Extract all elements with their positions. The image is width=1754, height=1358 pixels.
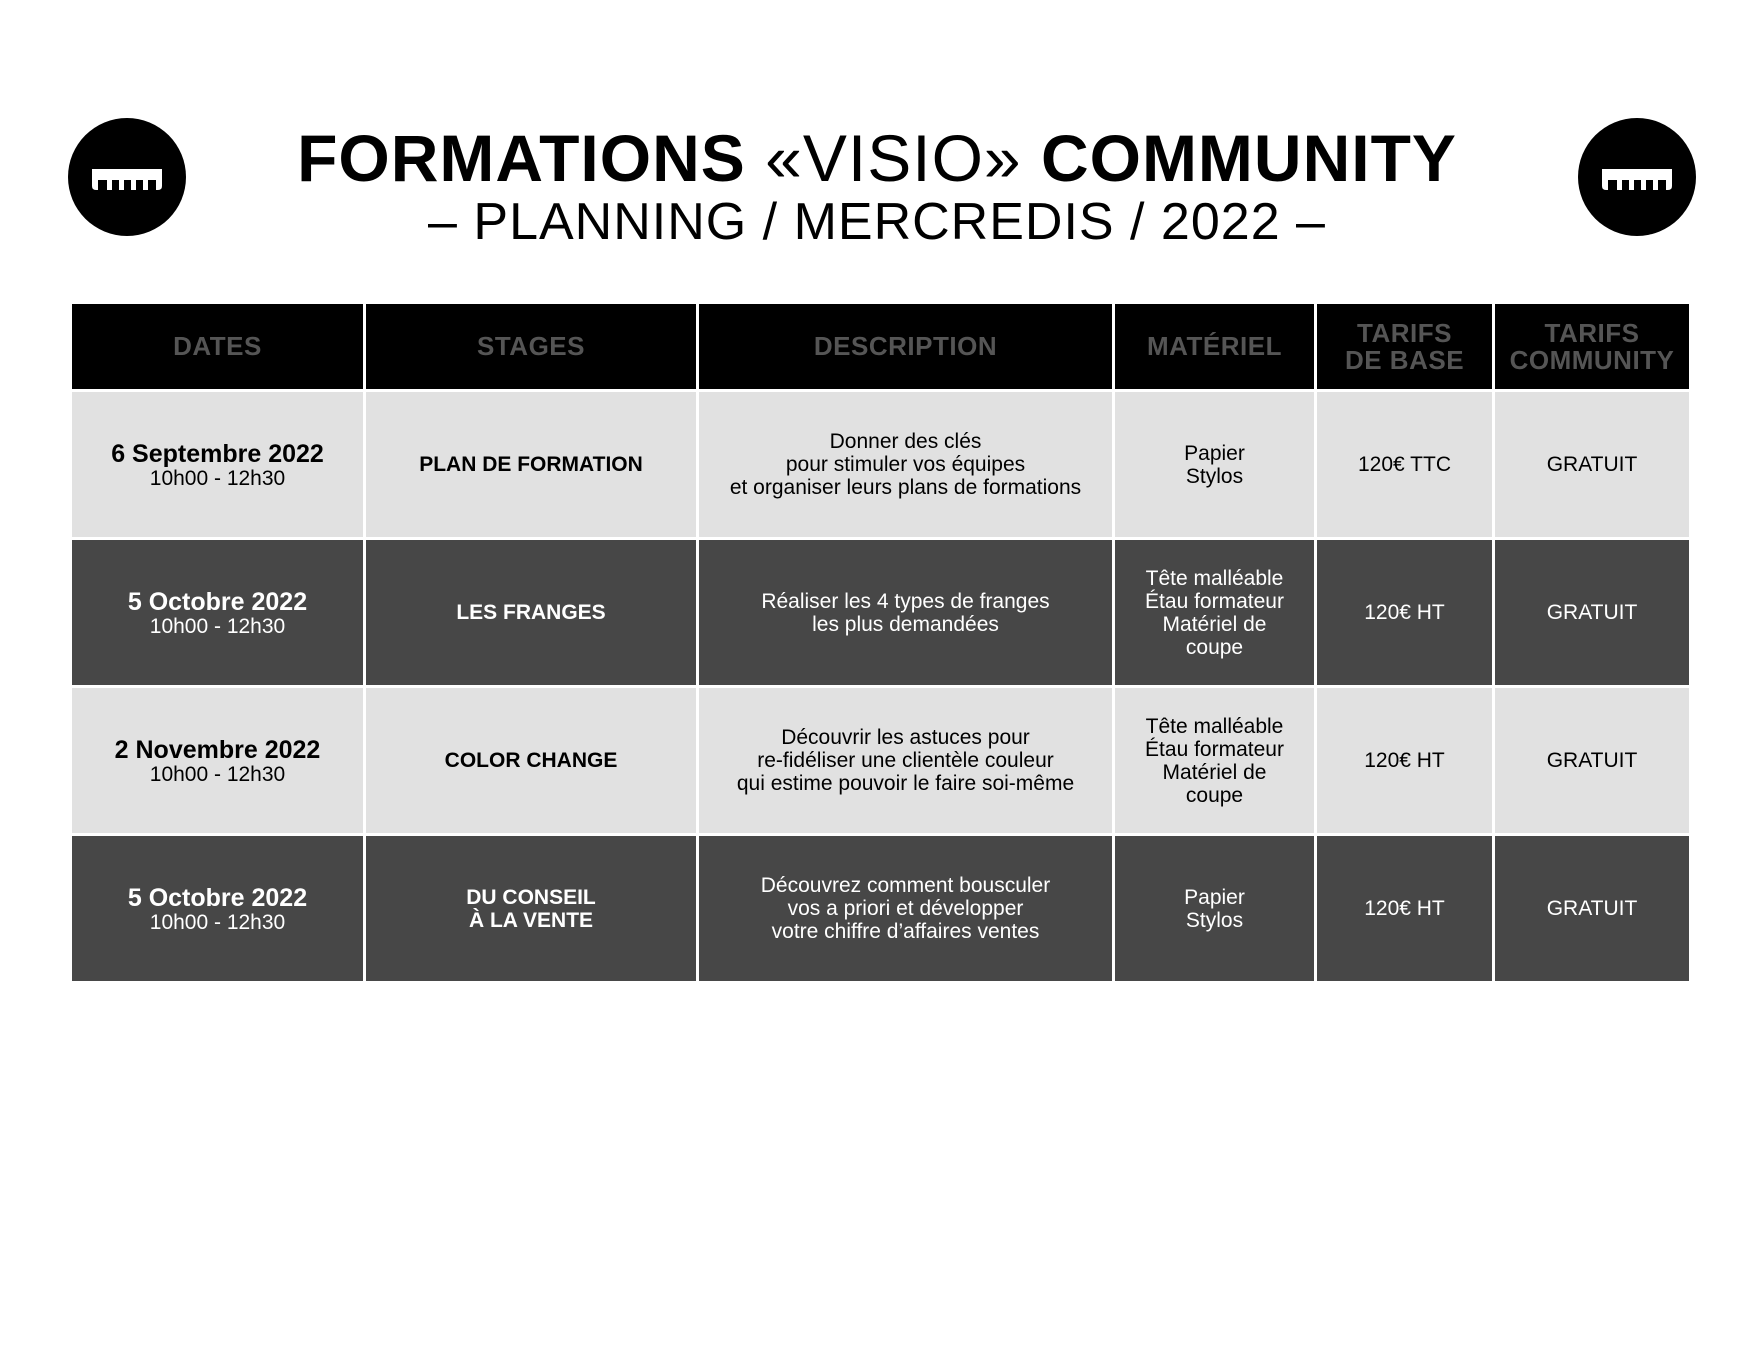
cell-date: 5 Octobre 2022 10h00 - 12h30 [71, 835, 365, 983]
page-title [0, 118, 1754, 198]
title-visio: «VISIO» [765, 121, 1022, 195]
page-subtitle: – PLANNING / MERCREDIS / 2022 – [428, 193, 1326, 251]
table-header-row [71, 303, 1691, 391]
cell-description: Réaliser les 4 types de franges les plus demandées [698, 539, 1114, 687]
header-description: DESCRIPTION [698, 303, 1114, 391]
cell-description: Donner des clés pour stimuler vos équipes et organiser leurs plans de formations [698, 391, 1114, 539]
cell-materiel: Tête malléable Étau formateur Matériel de coupe [1114, 539, 1316, 687]
cell-tarif-base: 120€ HT [1316, 539, 1494, 687]
cell-tarif-community: GRATUIT [1494, 539, 1691, 687]
title-community: COMMUNITY [1040, 121, 1457, 195]
table-row [71, 391, 1691, 539]
cell-stage: COLOR CHANGE [365, 687, 698, 835]
table-row [71, 687, 1691, 835]
cell-description: Découvrez comment bousculer vos a priori et développer votre chiffre d’affaires ventes [698, 835, 1114, 983]
cell-tarif-base: 120€ HT [1316, 835, 1494, 983]
planning-table [69, 301, 1692, 984]
cell-description: Découvrir les astuces pour re-fidéliser une clientèle couleur qui estime pouvoir le faire soi-même [698, 687, 1114, 835]
table-row [71, 835, 1691, 983]
cell-stage: DU CONSEIL À LA VENTE [365, 835, 698, 983]
cell-tarif-base: 120€ TTC [1316, 391, 1494, 539]
header-tarifs-community: TARIFS COMMUNITY [1494, 303, 1691, 391]
cell-materiel: Papier Stylos [1114, 835, 1316, 983]
header-materiel: MATÉRIEL [1114, 303, 1316, 391]
cell-tarif-community: GRATUIT [1494, 687, 1691, 835]
header-dates: DATES [71, 303, 365, 391]
cell-stage: LES FRANGES [365, 539, 698, 687]
header-tarifs-base: TARIFS DE BASE [1316, 303, 1494, 391]
cell-tarif-community: GRATUIT [1494, 835, 1691, 983]
cell-tarif-community: GRATUIT [1494, 391, 1691, 539]
cell-materiel: Papier Stylos [1114, 391, 1316, 539]
cell-date: 2 Novembre 2022 10h00 - 12h30 [71, 687, 365, 835]
cell-date: 6 Septembre 2022 10h00 - 12h30 [71, 391, 365, 539]
cell-stage: PLAN DE FORMATION [365, 391, 698, 539]
cell-materiel: Tête malléable Étau formateur Matériel de coupe [1114, 687, 1316, 835]
cell-tarif-base: 120€ HT [1316, 687, 1494, 835]
header-stages: STAGES [365, 303, 698, 391]
table-row [71, 539, 1691, 687]
title-formations: FORMATIONS [297, 121, 746, 195]
cell-date: 5 Octobre 2022 10h00 - 12h30 [71, 539, 365, 687]
